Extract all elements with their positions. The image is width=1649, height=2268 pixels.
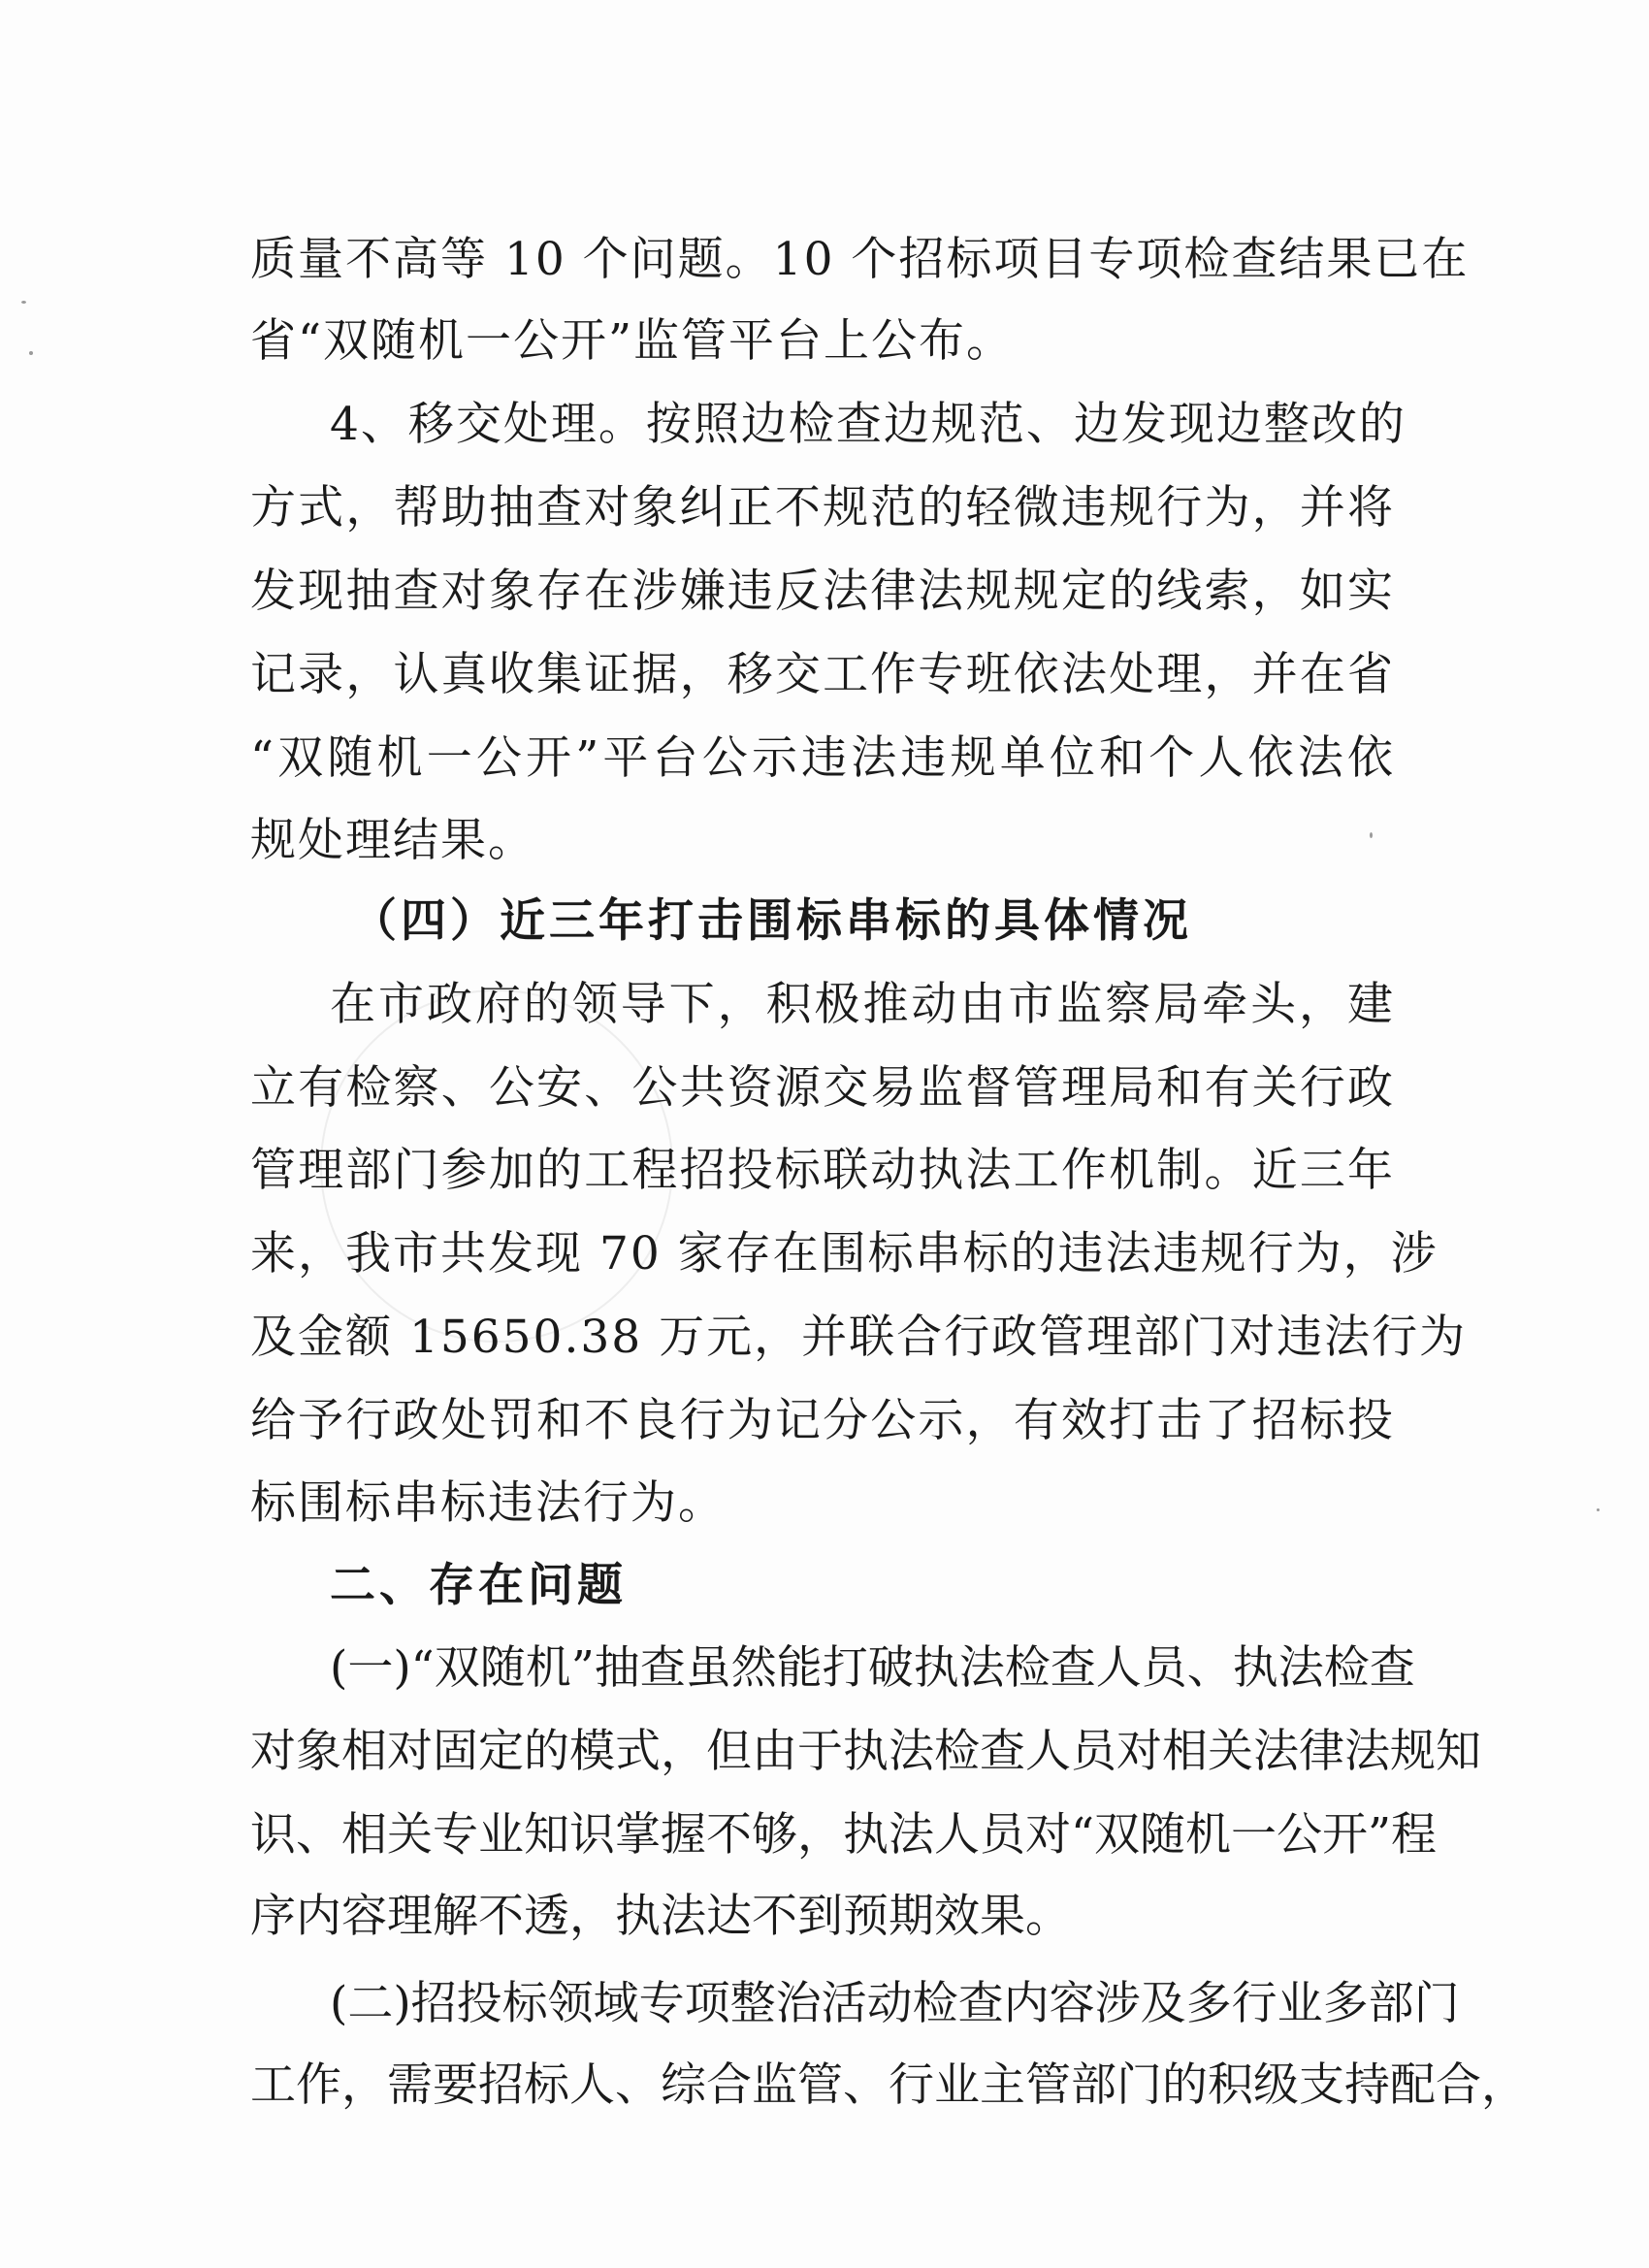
scan-speck [1597, 1508, 1600, 1511]
text-line: 管理部门参加的工程招投标联动执法工作机制。近三年 [250, 1144, 1395, 1197]
text-line: (一)“双随机”抽查虽然能打破执法检查人员、执法检查 [330, 1641, 1415, 1695]
text-line: 方式，帮助抽查对象纠正不规范的轻微违规行为，并将 [250, 481, 1395, 535]
text-line: 工作，需要招标人、综合监管、行业主管部门的积级支持配合， [250, 2058, 1527, 2112]
scan-speck [29, 351, 33, 355]
text-line: 质量不高等 10 个问题。10 个招标项目专项检查结果已在 [250, 233, 1470, 286]
text-line: 规处理结果。 [250, 814, 535, 867]
text-line: 标围标串标违法行为。 [250, 1476, 726, 1530]
text-line: 在市政府的领导下，积极推动由市监察局牵头，建 [330, 978, 1395, 1031]
text-line: 立有检察、公安、公共资源交易监督管理局和有关行政 [250, 1061, 1395, 1115]
text-line: 发现抽查对象存在涉嫌违反法律法规规定的线索，如实 [250, 565, 1395, 618]
text-line: 记录，认真收集证据，移交工作专班依法处理，并在省 [250, 648, 1395, 701]
text-line: 给予行政处罚和不良行为记分公示，有效打击了招标投 [250, 1394, 1395, 1447]
scan-speck [21, 301, 26, 304]
text-line: 及金额 15650.38 万元，并联合行政管理部门对违法行为 [250, 1311, 1468, 1364]
chapter-heading: 二、存在问题 [330, 1559, 627, 1612]
text-line: 省“双随机一公开”监管平台上公布。 [250, 314, 1015, 368]
text-line: 对象相对固定的模式，但由于执法检查人员对相关法律法规知 [250, 1725, 1481, 1778]
text-line: (二)招投标领域专项整治活动检查内容涉及多行业多部门 [330, 1977, 1460, 2030]
section-heading: （四）近三年打击围标串标的具体情况 [351, 894, 1192, 948]
text-line: 识、相关专业知识掌握不够，执法人员对“双随机一公开”程 [250, 1808, 1438, 1862]
text-line: 来，我市共发现 70 家存在围标串标的违法违规行为，涉 [250, 1227, 1439, 1280]
text-line: 4、移交处理。按照边检查边规范、边发现边整改的 [330, 398, 1406, 451]
text-line: “双随机一公开”平台公示违法违规单位和个人依法依 [250, 731, 1395, 785]
text-line: 序内容理解不透，执法达不到预期效果。 [250, 1890, 1071, 1943]
